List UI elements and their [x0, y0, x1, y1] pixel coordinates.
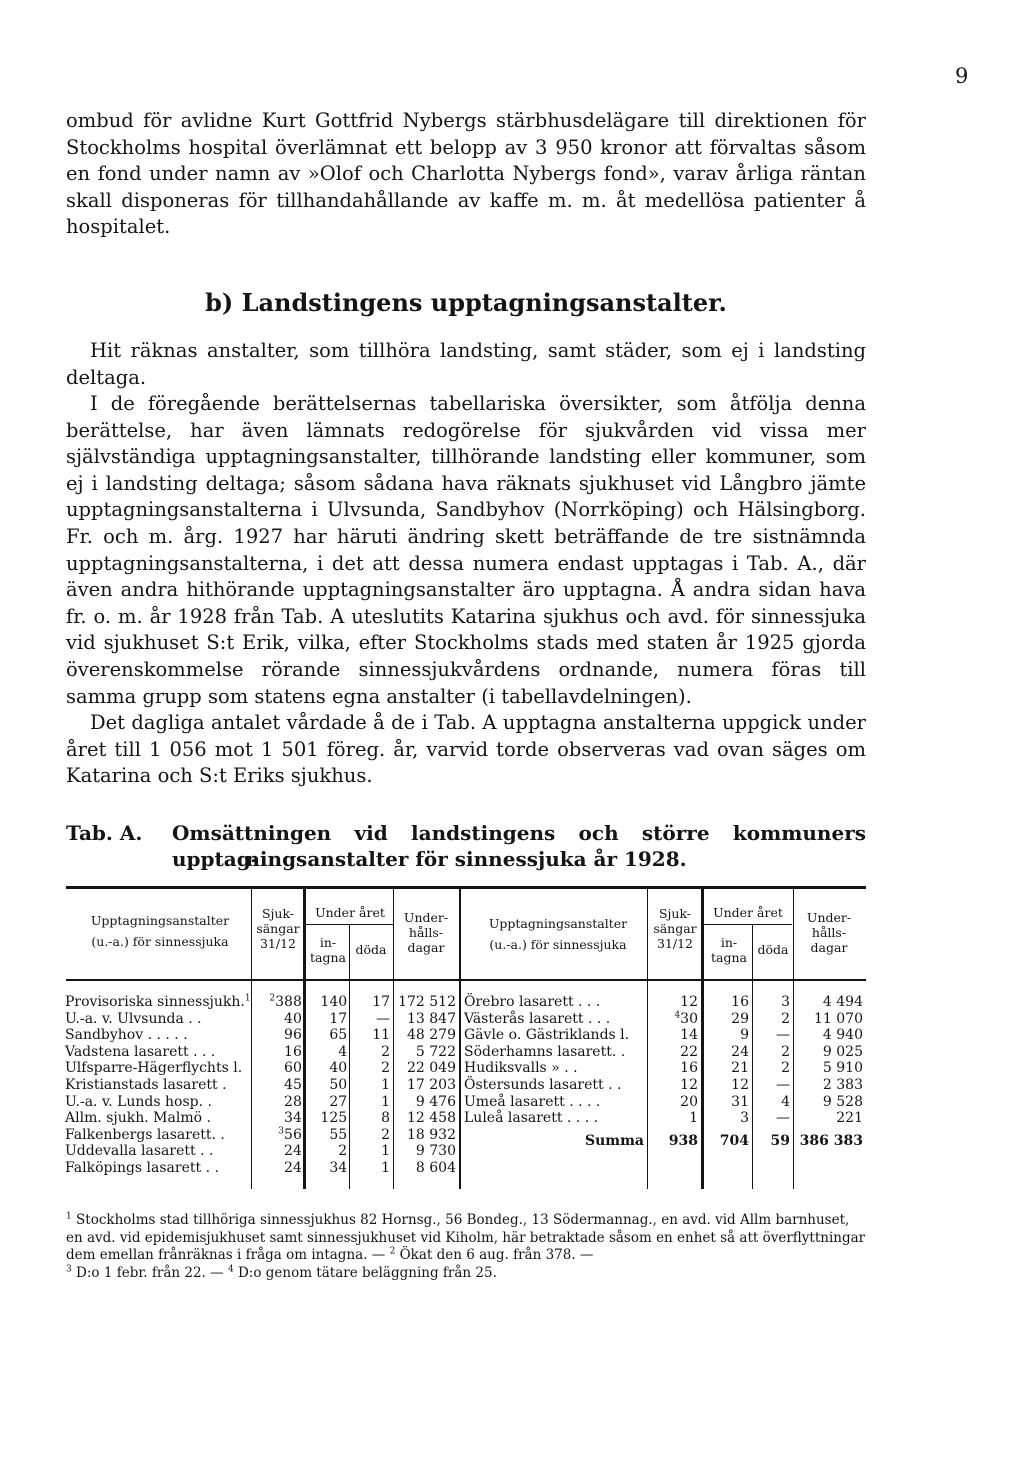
table-row	[461, 1077, 866, 1094]
cell-name: Ulfsparre-Hägerflychts l.	[65, 1060, 243, 1077]
cell-admitted: 50	[329, 1076, 348, 1093]
footnote-1-mark: 1	[66, 1211, 72, 1222]
cell-beds: 16	[284, 1043, 302, 1060]
cell-days: 9 476	[415, 1093, 456, 1110]
table-top-rule	[66, 886, 866, 889]
footnote-4-text: D:o genom tätare beläggning från 25.	[237, 1264, 497, 1281]
scope-paragraph: Hit räknas anstalter, som tillhöra landsting, samt städer, som ej i landsting deltaga.	[66, 339, 866, 389]
daily-count-paragraph: Det dagliga antalet vårdade å de i Tab. A upptagna anstalterna uppgick under året till 1 056 mot 1 501 föreg. år, varvid torde observeras vad ovan säges om Katarina och S:t Eriks sjukhus.	[66, 711, 866, 788]
header-under-year-rule	[306, 924, 394, 925]
cell-died: 3	[781, 994, 790, 1010]
table-row	[62, 1143, 459, 1160]
cell-days: 5 910	[822, 1060, 863, 1077]
cell-died: 8	[381, 1110, 391, 1127]
section-heading: b) Landstingens upptagningsanstalter.	[205, 288, 727, 317]
total-days: 386 383	[799, 1132, 863, 1149]
header-care-days-line3: dagar	[407, 940, 445, 955]
cell-days: 48 279	[407, 1027, 456, 1044]
cell-admitted: 40	[329, 1060, 348, 1077]
cell-days: 8 604	[415, 1159, 456, 1176]
cell-admitted: 24	[731, 1043, 749, 1060]
table-row	[461, 1110, 866, 1127]
header-care-days	[396, 910, 456, 955]
total-died: 59	[770, 1132, 790, 1149]
cell-beds: $^4$30	[674, 1009, 698, 1027]
cell-name: Västerås lasarett . . .	[464, 1010, 611, 1027]
cell-beds: $^2$388	[269, 993, 302, 1010]
table-label: Tab. A.	[66, 821, 143, 845]
cell-name: Provisoriska sinnessjukh.$^1$	[65, 993, 251, 1010]
cell-admitted: 2	[338, 1143, 348, 1160]
cell-admitted: 17	[329, 1010, 348, 1027]
cell-admitted: 27	[329, 1093, 348, 1110]
cell-died: 1	[381, 1093, 391, 1110]
footnote-3-mark: 3	[66, 1264, 72, 1274]
cell-beds: 22	[680, 1043, 698, 1060]
cell-died: 2	[381, 1060, 391, 1077]
cell-days: 9 025	[822, 1043, 863, 1060]
cell-name: Gävle o. Gästriklands l.	[464, 1027, 630, 1044]
cell-died: —	[776, 1110, 790, 1127]
cell-name: Uddevalla lasarett . .	[65, 1143, 214, 1160]
cell-admitted: 55	[329, 1126, 348, 1143]
cell-beds: 12	[680, 994, 698, 1010]
cell-admitted: 125	[320, 1110, 348, 1127]
cell-days: 17 203	[407, 1076, 456, 1093]
cell-days: 4 940	[822, 1027, 863, 1044]
table-title-line1: Omsättningen vid landstingens och större kommuners upptag-	[172, 821, 866, 871]
cell-days: 12 458	[407, 1110, 456, 1127]
header-institution-right	[468, 916, 648, 952]
cell-days: 9 730	[415, 1143, 456, 1160]
header-admitted-right-line1: in-	[720, 935, 738, 950]
cell-beds: 40	[284, 1010, 302, 1027]
table-row	[461, 994, 866, 1011]
cell-name: Umeå lasarett . . . .	[464, 1093, 601, 1110]
cell-name: Örebro lasarett . . .	[464, 994, 601, 1010]
table-row	[62, 1077, 459, 1094]
header-beds-right-line2: sängar	[653, 921, 697, 936]
footnote-3-text: D:o 1 febr. från 22. —	[76, 1264, 224, 1281]
cell-days: 4 494	[822, 994, 863, 1010]
cell-beds: 34	[284, 1110, 302, 1127]
cell-admitted: 140	[320, 994, 348, 1010]
table-row	[461, 1011, 866, 1028]
total-beds: 938	[668, 1132, 698, 1149]
table-row	[62, 1110, 459, 1127]
header-institution-right-line1: Upptagningsanstalter	[488, 916, 628, 931]
cell-days: 5 722	[415, 1043, 456, 1060]
cell-name: Sandbyhov . . . . .	[65, 1027, 188, 1044]
table-row	[62, 1127, 459, 1144]
footnote-2-text: Ökat den 6 aug. från 378. —	[399, 1247, 594, 1263]
cell-days: 2 383	[822, 1076, 863, 1093]
cell-name: Vadstena lasarett . . .	[65, 1043, 216, 1060]
cell-beds: 20	[680, 1093, 698, 1110]
cell-admitted: 29	[731, 1010, 749, 1027]
footnote-1-text: Stockholms stad tillhöriga sinnessjukhus 82 Hornsg., 56 Bondeg., 13 Södermannag., en avd. vid Allm barnhuset, en avd. vid epidemisjukhuset samt sinnessjukhuset vid Kiholm, här betraktade såsom en enhet så att överflyttningar dem emellan frånräknas i fråga om intagna. —	[66, 1212, 866, 1263]
total-label: Summa	[585, 1132, 644, 1149]
cell-days: 22 049	[407, 1060, 456, 1077]
intro-paragraph: ombud för avlidne Kurt Gottfrid Nybergs stärbhusdelägare till direktionen för Stockholms hospital överlämnat ett belopp av 3 950 kronor att förvaltas såsom en fond under namn av »Olof och Charlotta Nybergs fond», varav årliga räntan skall disponeras för tillhandahållande av kaffe m. m. åt medellösa patienter å hospitalet.	[66, 109, 866, 239]
cell-name: Falköpings lasarett . .	[65, 1159, 219, 1176]
cell-beds: 12	[680, 1076, 698, 1093]
cell-died: 1	[381, 1076, 391, 1093]
footnote-4-mark: 4	[227, 1264, 234, 1274]
table-right	[461, 994, 866, 1149]
table-row	[461, 1027, 866, 1044]
cell-died: 2	[381, 1043, 391, 1060]
table-row	[62, 1160, 459, 1177]
header-beds	[254, 906, 302, 951]
header-under-year: Under året	[315, 905, 385, 920]
cell-days: 9 528	[822, 1093, 863, 1110]
cell-name: Luleå lasarett . . . .	[464, 1110, 599, 1127]
header-admitted-line1: in-	[319, 935, 337, 950]
cell-beds: 1	[689, 1110, 698, 1127]
cell-admitted: 3	[740, 1110, 749, 1127]
total-row	[461, 1133, 866, 1150]
cell-died: 11	[372, 1027, 391, 1044]
cell-died: 2	[781, 1043, 790, 1060]
cell-beds: 28	[284, 1093, 302, 1110]
header-died: döda	[355, 942, 387, 957]
cell-died: —	[776, 1076, 790, 1093]
header-under-year-right: Under året	[713, 905, 783, 920]
cell-beds: 60	[284, 1060, 302, 1077]
cell-died: 4	[781, 1093, 790, 1110]
cell-name: U.-a. v. Ulvsunda . .	[65, 1010, 202, 1027]
header-beds-line2: sängar	[256, 921, 300, 936]
table-row	[62, 1094, 459, 1111]
cell-admitted: 16	[731, 994, 749, 1010]
cell-admitted: 4	[338, 1043, 348, 1060]
table-row	[461, 1044, 866, 1061]
table-row	[62, 994, 459, 1011]
cell-beds: 45	[284, 1076, 302, 1093]
header-admitted-line2: tagna	[310, 950, 346, 965]
header-died-right: döda	[757, 942, 789, 957]
cell-died: 2	[381, 1126, 391, 1143]
table-left	[62, 994, 459, 1177]
history-paragraph: I de föregående berättelsernas tabellariska översikter, som åtfölja denna berättelse, har även lämnats redogörelse för sjukvården vid vissa mer självständiga upptagningsanstalter, tillhörande landsting eller kommuner, som ej i landsting deltaga; såsom sådana hava räknats sjukhuset vid Långbro jämte upptagningsanstalterna i Ulvsunda, Sandbyhov (Norrköping) och Hälsingborg. Fr. och m. årg. 1927 har häruti ändring skett beträffande de tre sistnämnda upptagningsanstalterna, i det att dessa numera endast upptagas i Tab. A., där även andra hithörande upptagningsanstalter äro upptagna. Å andra sidan hava fr. o. m. år 1928 från Tab. A uteslutits Katarina sjukhus och avd. för sinnessjuka vid sjukhuset S:t Erik, vilka, efter Stockholms stads med staten år 1925 gjorda överenskommelse rörande sinnessjukvårdens ordnande, numera föras till samma grupp som statens egna anstalter (i tabellavdelningen).	[66, 392, 866, 708]
header-admitted-right	[706, 935, 752, 965]
cell-died: —	[776, 1027, 790, 1044]
cell-name: Falkenbergs lasarett. .	[65, 1126, 225, 1143]
total-admitted: 704	[719, 1132, 749, 1149]
cell-beds: 16	[680, 1060, 698, 1077]
table-row	[461, 1060, 866, 1077]
cell-beds: $^3$56	[278, 1126, 302, 1143]
header-under-year-right-rule	[704, 924, 792, 925]
cell-name: Hudiksvalls » . .	[464, 1060, 578, 1077]
cell-died: 2	[781, 1060, 790, 1077]
cell-days: 172 512	[398, 994, 456, 1010]
header-beds-line1: Sjuk-	[261, 906, 295, 921]
header-care-days-right	[796, 910, 862, 955]
header-institution	[70, 913, 250, 949]
cell-admitted: 31	[731, 1093, 749, 1110]
cell-name: Östersunds lasarett . .	[464, 1076, 622, 1093]
header-beds-right-line1: Sjuk-	[658, 906, 692, 921]
cell-beds: 14	[680, 1027, 698, 1044]
header-care-days-right-line1: Under-	[806, 910, 852, 925]
cell-name: Allm. sjukh. Malmö .	[65, 1110, 211, 1127]
cell-died: 1	[381, 1159, 391, 1176]
header-institution-line1: Upptagningsanstalter	[90, 913, 230, 928]
cell-name: Söderhamns lasarett. .	[464, 1043, 626, 1060]
page-number: 9	[955, 64, 969, 88]
cell-died: —	[376, 1010, 391, 1027]
cell-admitted: 65	[329, 1027, 348, 1044]
cell-beds: 24	[284, 1159, 302, 1176]
cell-admitted: 12	[731, 1076, 749, 1093]
table-header-rule	[66, 979, 866, 981]
table-row	[62, 1027, 459, 1044]
header-beds-right-line3: 31/12	[656, 936, 694, 951]
header-institution-right-line2: (u.-a.) för sinnessjuka	[489, 937, 627, 952]
cell-days: 13 847	[407, 1010, 456, 1027]
cell-beds: 24	[284, 1143, 302, 1160]
cell-days: 221	[836, 1110, 863, 1127]
header-institution-line2: (u.-a.) för sinnessjuka	[91, 934, 229, 949]
table-row	[62, 1044, 459, 1061]
header-admitted	[308, 935, 348, 965]
header-care-days-right-line3: dagar	[810, 940, 848, 955]
cell-days: 18 932	[407, 1126, 456, 1143]
cell-days: 11 070	[814, 1010, 863, 1027]
table-row	[461, 1094, 866, 1111]
header-beds-line3: 31/12	[259, 936, 297, 951]
footnotes	[66, 1212, 866, 1282]
cell-admitted: 34	[329, 1159, 348, 1176]
cell-name: Kristianstads lasarett .	[65, 1076, 227, 1093]
footnote-2-mark: 2	[389, 1246, 396, 1257]
table-row	[62, 1060, 459, 1077]
cell-died: 1	[381, 1143, 391, 1160]
cell-died: 17	[372, 994, 391, 1010]
table-title-line2: ningsanstalter för sinnessjuka år 1928.	[245, 847, 687, 871]
header-care-days-line2: hålls-	[408, 925, 444, 940]
cell-died: 2	[781, 1010, 790, 1027]
header-care-days-right-line2: hålls-	[811, 925, 847, 940]
cell-admitted: 9	[740, 1027, 749, 1044]
cell-beds: 96	[284, 1027, 302, 1044]
header-care-days-line1: Under-	[403, 910, 449, 925]
table-row	[62, 1011, 459, 1028]
cell-admitted: 21	[731, 1060, 749, 1077]
cell-name: U.-a. v. Lunds hosp. .	[65, 1093, 212, 1110]
header-admitted-right-line2: tagna	[711, 950, 747, 965]
header-beds-right	[650, 906, 700, 951]
